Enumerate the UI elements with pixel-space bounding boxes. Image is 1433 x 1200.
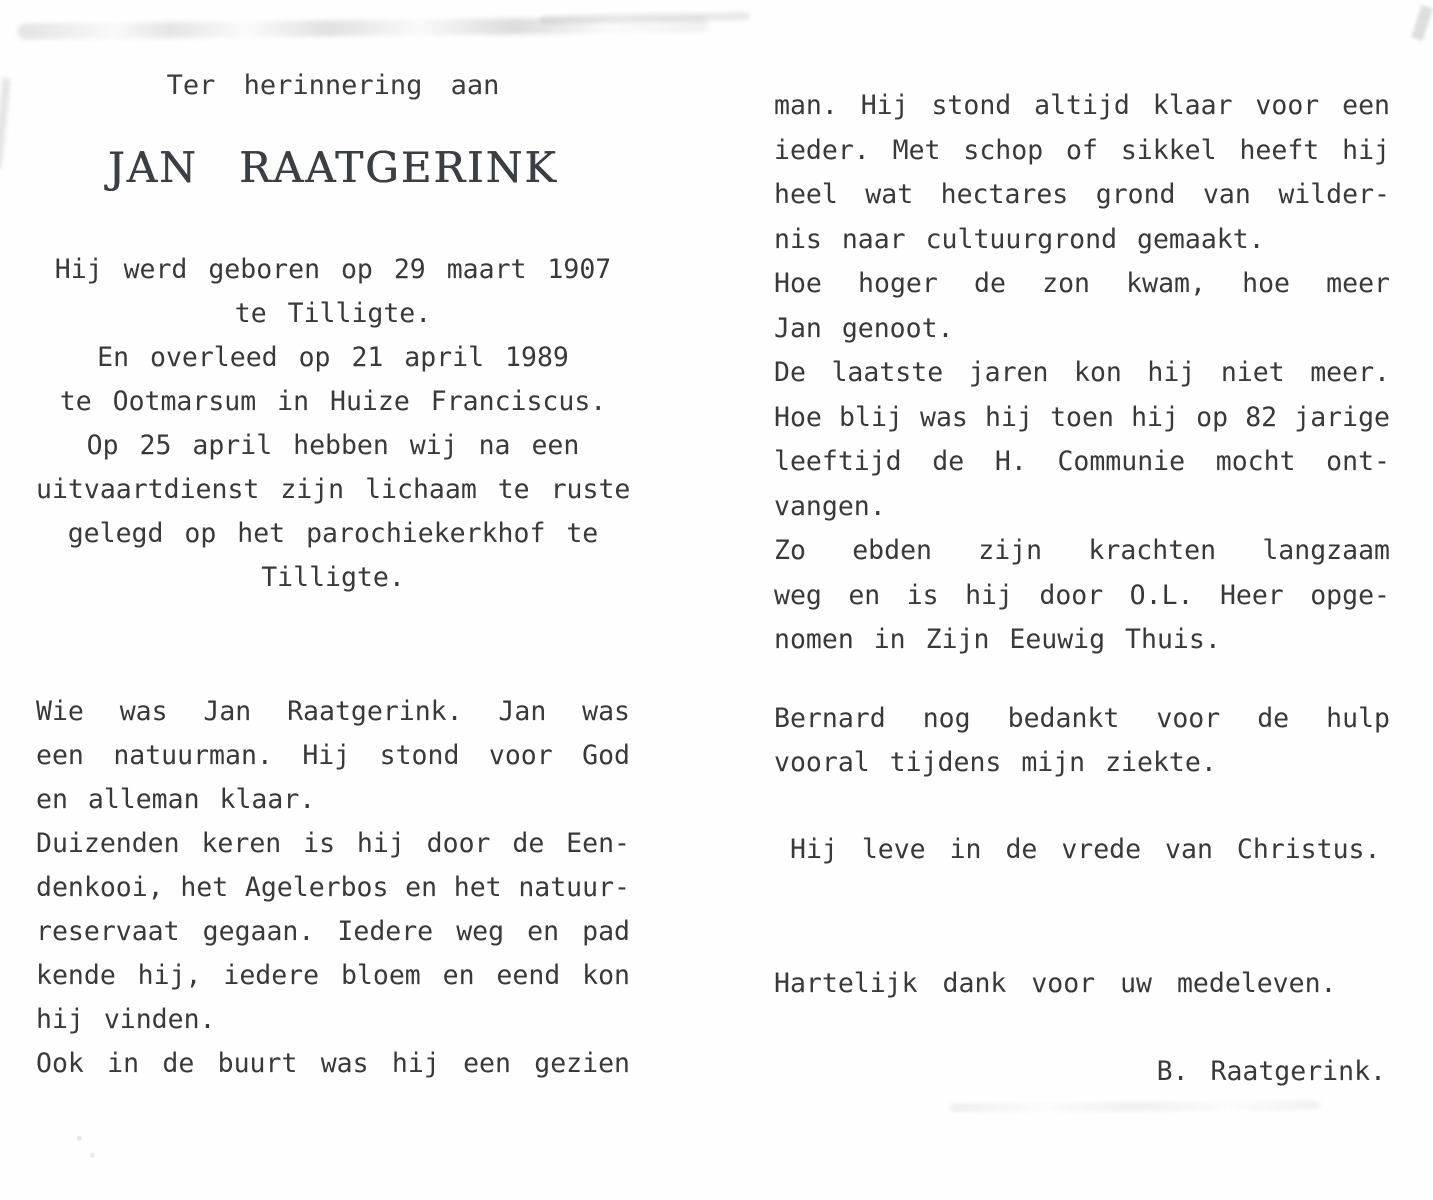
text-line: nis naar cultuurgrond gemaakt. bbox=[774, 223, 1265, 255]
text-line: En overleed op 21 april 1989 bbox=[97, 342, 569, 373]
scan-speck-top-right bbox=[1411, 5, 1433, 41]
text-line: kende hij, iedere bloem en eend kon bbox=[36, 960, 630, 991]
deceased-name-title: JAN RAATGERINK bbox=[108, 143, 558, 192]
scan-smudge-top bbox=[18, 16, 708, 39]
text-line: Tilligte. bbox=[261, 562, 405, 593]
peace-line: Hij leve in de vrede van Christus. bbox=[790, 834, 1381, 865]
text-line: De laatste jaren kon hij niet meer. bbox=[774, 357, 1390, 388]
text-line: Jan genoot. bbox=[774, 312, 954, 344]
scan-smudge-bottom-right bbox=[950, 1101, 1320, 1113]
text-line: Ook in de buurt was hij een gezien bbox=[36, 1048, 630, 1079]
text-line: Zo ebden zijn krachten langzaam bbox=[774, 535, 1390, 566]
text-line: Hoe hoger de zon kwam, hoe meer bbox=[774, 268, 1390, 299]
scan-smudge-top-secondary bbox=[540, 12, 750, 24]
text-line: een natuurman. Hij stond voor God bbox=[36, 740, 630, 771]
signature-line: B. Raatgerink. bbox=[1156, 1056, 1386, 1087]
biography-block-left bbox=[36, 690, 630, 1086]
text-line: ieder. Met schop of sikkel heeft hij bbox=[774, 134, 1390, 166]
text-line: leeftijd de H. Communie mocht ont- bbox=[774, 446, 1390, 477]
text-line: en alleman klaar. bbox=[36, 784, 316, 815]
text-line: Op 25 april hebben wij na een bbox=[86, 430, 580, 461]
biography-block-right bbox=[774, 84, 1390, 663]
text-line: vangen. bbox=[774, 490, 886, 522]
text-line: Duizenden keren is hij door de Een- bbox=[36, 828, 630, 859]
thanks-block bbox=[774, 697, 1390, 785]
text-line: heel wat hectares grond van wilder- bbox=[774, 179, 1390, 210]
text-line: man. Hij stond altijd klaar voor een bbox=[774, 90, 1390, 121]
text-line: te Tilligte. bbox=[234, 298, 432, 329]
text-line: hij vinden. bbox=[36, 1004, 216, 1035]
text-line: gelegd op het parochiekerkhof te bbox=[67, 518, 599, 549]
text-line: uitvaartdienst zijn lichaam te ruste bbox=[36, 474, 631, 505]
dedication-line: Ter herinnering aan bbox=[166, 70, 500, 101]
text-line: vooral tijdens mijn ziekte. bbox=[774, 747, 1217, 778]
text-line: weg en is hij door O.L. Heer opge- bbox=[774, 579, 1390, 611]
text-line: Hij werd geboren op 29 maart 1907 bbox=[54, 254, 612, 285]
text-line: Hoe blij was hij toen hij op 82 jarige bbox=[774, 401, 1390, 433]
text-line: te Ootmarsum in Huize Franciscus. bbox=[59, 386, 607, 417]
text-line: Bernard nog bedankt voor de hulp bbox=[774, 703, 1390, 734]
birth-death-block bbox=[36, 248, 630, 600]
scan-smudge-left-edge bbox=[0, 78, 11, 168]
scan-specks-bottom-left bbox=[66, 1128, 110, 1162]
text-line: denkooi, het Agelerbos en het natuur- bbox=[36, 872, 630, 903]
text-line: nomen in Zijn Eeuwig Thuis. bbox=[774, 624, 1221, 655]
text-line: reservaat gegaan. Iedere weg en pad bbox=[36, 916, 630, 947]
text-line: Wie was Jan Raatgerink. Jan was bbox=[36, 696, 630, 727]
gratitude-line: Hartelijk dank voor uw medeleven. bbox=[774, 968, 1337, 999]
